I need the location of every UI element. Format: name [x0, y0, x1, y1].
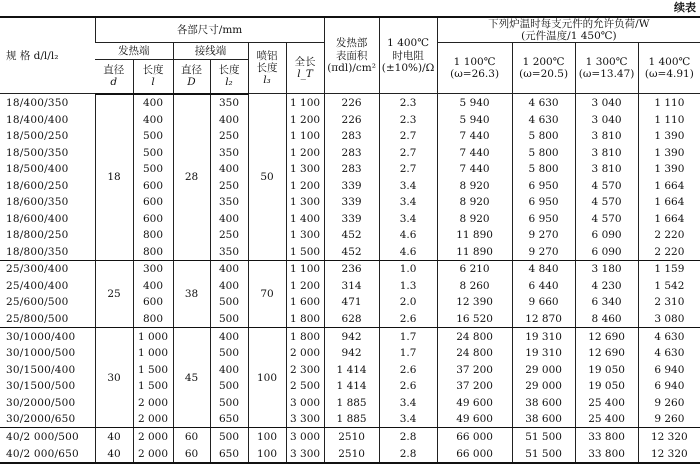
resistance-cell: 2.0 — [379, 294, 437, 311]
load-cell: 8 920 — [437, 194, 512, 211]
load-cell: 6 950 — [512, 194, 575, 211]
spec-cell: 18/600/250 — [6, 179, 69, 192]
total-length-cell: 1 500 — [286, 243, 324, 260]
terminal-length-cell: 650 — [210, 411, 248, 428]
resistance-cell: 2.6 — [379, 311, 437, 328]
spray-al-cell: 100 — [248, 328, 286, 428]
resistance-cell: 4.6 — [379, 243, 437, 260]
load-cell: 38 600 — [512, 411, 575, 428]
terminal-diameter-header: 直径 D — [173, 60, 210, 94]
load-cell: 19 050 — [575, 378, 638, 395]
surface-area-cell: 283 — [324, 144, 379, 161]
heating-diameter-cell: 30 — [95, 328, 133, 428]
load-cell: 19 310 — [512, 345, 575, 362]
total-length-cell: 1 200 — [286, 278, 324, 295]
resistance-cell: 1.0 — [379, 261, 437, 278]
load-cell: 2 220 — [638, 243, 700, 260]
surface-area-cell: 2510 — [324, 428, 379, 445]
spec-cell: 18/800/350 — [0, 243, 95, 260]
terminal-length-cell: 350 — [210, 243, 248, 260]
spec-cell: 18/600/350 — [6, 196, 69, 209]
temp-col-1300: 1 300℃ (ω=13.47) — [575, 43, 638, 94]
total-length-cell: 1 100 — [286, 128, 324, 145]
resistance-header: 1 400℃时电阻 (±10%)/Ω — [379, 17, 437, 94]
load-cell: 33 800 — [575, 428, 638, 445]
heating-length-cell: 400 — [133, 278, 173, 295]
load-cell: 3 080 — [638, 311, 700, 328]
total-length-cell: 1 800 — [286, 311, 324, 328]
load-cell: 2 310 — [638, 294, 700, 311]
table-row — [0, 261, 700, 278]
heating-length-cell: 600 — [133, 177, 173, 194]
load-cell: 6 340 — [575, 294, 638, 311]
spray-al-cell: 100 — [248, 445, 286, 463]
load-cell: 11 890 — [437, 227, 512, 244]
total-length-cell: 1 800 — [286, 328, 324, 345]
load-cell: 66 000 — [437, 428, 512, 445]
load-cell: 7 440 — [437, 144, 512, 161]
terminal-length-cell: 400 — [210, 278, 248, 295]
heating-length-cell: 500 — [133, 144, 173, 161]
surface-area-cell: 236 — [324, 261, 379, 278]
surface-area-cell: 1 414 — [324, 361, 379, 378]
heating-length-cell: 300 — [133, 261, 173, 278]
load-cell: 3 810 — [575, 128, 638, 145]
spec-cell: 30/1000/400 — [6, 330, 76, 343]
spec-cell: 18/500/250 — [6, 130, 69, 143]
resistance-cell: 3.4 — [379, 210, 437, 227]
load-cell: 12 320 — [638, 445, 700, 463]
load-cell: 9 260 — [638, 411, 700, 428]
load-cell: 29 000 — [512, 361, 575, 378]
load-cell: 4 630 — [512, 94, 575, 112]
load-cell: 8 260 — [437, 278, 512, 295]
surface-area-cell: 226 — [324, 94, 379, 112]
resistance-cell: 4.6 — [379, 227, 437, 244]
terminal-length-cell: 500 — [210, 394, 248, 411]
terminal-length-cell: 350 — [210, 94, 248, 112]
resistance-cell: 3.4 — [379, 194, 437, 211]
heating-length-cell: 1 000 — [133, 328, 173, 345]
total-length-cell: 3 000 — [286, 394, 324, 411]
heating-length-cell: 600 — [133, 294, 173, 311]
resistance-cell: 2.3 — [379, 94, 437, 112]
load-cell: 4 630 — [638, 328, 700, 345]
table-header — [0, 17, 700, 94]
total-length-cell: 1 600 — [286, 294, 324, 311]
heating-diameter-cell: 40 — [95, 445, 133, 463]
resistance-cell: 2.7 — [379, 144, 437, 161]
load-cell: 6 950 — [512, 210, 575, 227]
terminal-end-header: 接线端 — [173, 43, 248, 60]
load-cell: 3 810 — [575, 161, 638, 178]
spec-header: 规 格 d/l/l₂ — [0, 17, 95, 94]
terminal-length-cell: 500 — [210, 294, 248, 311]
total-length-cell: 1 300 — [286, 194, 324, 211]
load-cell: 4 840 — [512, 261, 575, 278]
total-length-cell: 2 000 — [286, 345, 324, 362]
load-cell: 11 890 — [437, 243, 512, 260]
heating-diameter-cell: 40 — [95, 428, 133, 445]
load-cell: 4 570 — [575, 194, 638, 211]
surface-area-cell: 942 — [324, 345, 379, 362]
spec-cell: 40/2 000/500 — [6, 430, 79, 443]
heating-length-cell: 2 000 — [133, 445, 173, 463]
heating-length-cell: 2 000 — [133, 428, 173, 445]
spec-cell: 30/1500/400 — [6, 363, 76, 376]
spec-cell: 30/2000/650 — [0, 411, 95, 428]
total-length-cell: 1 100 — [286, 94, 324, 112]
load-cell: 29 000 — [512, 378, 575, 395]
spray-al-cell: 50 — [248, 94, 286, 261]
spec-cell: 30/1500/500 — [6, 380, 76, 393]
load-cell: 7 440 — [437, 161, 512, 178]
load-cell: 1 390 — [638, 161, 700, 178]
total-length-cell: 1 400 — [286, 210, 324, 227]
spec-cell: 18/600/400 — [6, 212, 69, 225]
load-cell: 6 090 — [575, 243, 638, 260]
load-cell: 9 660 — [512, 294, 575, 311]
resistance-cell: 1.3 — [379, 278, 437, 295]
spec-cell: 25/600/500 — [6, 296, 69, 309]
heating-length-cell: 600 — [133, 210, 173, 227]
load-cell: 1 664 — [638, 210, 700, 227]
spray-al-cell: 70 — [248, 261, 286, 328]
load-cell: 1 110 — [638, 94, 700, 112]
total-length-cell: 1 200 — [286, 144, 324, 161]
table-row — [0, 328, 700, 345]
load-cell: 1 390 — [638, 144, 700, 161]
load-cell: 9 270 — [512, 243, 575, 260]
load-cell: 24 800 — [437, 328, 512, 345]
surface-area-cell: 339 — [324, 177, 379, 194]
terminal-diameter-cell: 28 — [173, 94, 210, 261]
surface-area-cell: 942 — [324, 328, 379, 345]
load-cell: 6 440 — [512, 278, 575, 295]
terminal-length-cell: 400 — [210, 111, 248, 128]
load-cell: 12 870 — [512, 311, 575, 328]
load-cell: 6 940 — [638, 361, 700, 378]
load-cell: 51 500 — [512, 445, 575, 463]
spec-cell: 18/400/350 — [6, 96, 69, 109]
load-cell: 16 520 — [437, 311, 512, 328]
temp-col-1200: 1 200℃ (ω=20.5) — [512, 43, 575, 94]
load-cell: 6 090 — [575, 227, 638, 244]
terminal-diameter-cell: 60 — [173, 428, 210, 445]
resistance-cell: 1.7 — [379, 328, 437, 345]
heating-length-cell: 1 500 — [133, 361, 173, 378]
terminal-diameter-cell: 45 — [173, 328, 210, 428]
resistance-cell: 3.4 — [379, 394, 437, 411]
spec-cell: 18/500/350 — [6, 146, 69, 159]
resistance-cell: 1.7 — [379, 345, 437, 362]
surface-area-header: 发热部表面积 (πdl)/cm² — [324, 17, 379, 94]
table-row — [0, 428, 700, 445]
load-cell: 19 050 — [575, 361, 638, 378]
spec-cell: 40/2 000/650 — [0, 445, 95, 463]
load-cell: 1 664 — [638, 194, 700, 211]
terminal-diameter-cell: 38 — [173, 261, 210, 328]
load-cell: 38 600 — [512, 394, 575, 411]
total-length-cell: 1 200 — [286, 111, 324, 128]
surface-area-cell: 1 885 — [324, 394, 379, 411]
resistance-cell: 3.4 — [379, 411, 437, 428]
spec-cell: 25/300/400 — [6, 263, 69, 276]
terminal-length-cell: 500 — [210, 311, 248, 328]
load-cell: 49 600 — [437, 394, 512, 411]
load-group-header: 下列炉温时每支元件的允许负荷/W (元件温度/1 450℃) — [437, 17, 700, 43]
load-cell: 1 542 — [638, 278, 700, 295]
load-cell: 5 800 — [512, 144, 575, 161]
load-cell: 4 630 — [512, 111, 575, 128]
load-cell: 8 920 — [437, 210, 512, 227]
terminal-diameter-cell: 60 — [173, 445, 210, 463]
surface-area-cell: 452 — [324, 243, 379, 260]
heating-length-cell: 400 — [133, 111, 173, 128]
table-row — [0, 445, 700, 463]
resistance-cell: 2.6 — [379, 378, 437, 395]
load-cell: 2 220 — [638, 227, 700, 244]
resistance-cell: 2.6 — [379, 361, 437, 378]
spec-cell: 18/800/250 — [6, 229, 69, 242]
total-length-cell: 2 500 — [286, 378, 324, 395]
heating-diameter-cell: 18 — [95, 94, 133, 261]
spec-cell: 18/400/400 — [6, 113, 69, 126]
load-cell: 37 200 — [437, 361, 512, 378]
heating-length-cell: 600 — [133, 194, 173, 211]
surface-area-cell: 226 — [324, 111, 379, 128]
total-length-cell: 1 100 — [286, 261, 324, 278]
terminal-length-cell: 650 — [210, 445, 248, 463]
total-length-cell: 3 000 — [286, 428, 324, 445]
heating-length-cell: 500 — [133, 128, 173, 145]
temp-col-1100: 1 100℃ (ω=26.3) — [437, 43, 512, 94]
terminal-length-cell: 500 — [210, 428, 248, 445]
heating-length-cell: 400 — [133, 94, 173, 112]
load-cell: 6 950 — [512, 177, 575, 194]
resistance-cell: 2.8 — [379, 445, 437, 463]
continued-label: 续表 — [674, 1, 696, 14]
spec-cell: 25/800/500 — [0, 311, 95, 328]
surface-area-cell: 2510 — [324, 445, 379, 463]
load-cell: 5 800 — [512, 161, 575, 178]
spec-cell: 18/500/400 — [6, 163, 69, 176]
load-cell: 9 260 — [638, 394, 700, 411]
load-cell: 19 310 — [512, 328, 575, 345]
surface-area-cell: 471 — [324, 294, 379, 311]
load-cell: 25 400 — [575, 394, 638, 411]
surface-area-cell: 283 — [324, 128, 379, 145]
load-cell: 3 040 — [575, 94, 638, 112]
terminal-length-cell: 350 — [210, 194, 248, 211]
load-cell: 9 270 — [512, 227, 575, 244]
resistance-cell: 2.7 — [379, 128, 437, 145]
load-cell: 66 000 — [437, 445, 512, 463]
heating-end-header: 发热端 — [95, 43, 173, 60]
terminal-length-cell: 400 — [210, 161, 248, 178]
load-cell: 51 500 — [512, 428, 575, 445]
load-cell: 1 390 — [638, 128, 700, 145]
load-cell: 4 630 — [638, 345, 700, 362]
load-cell: 1 664 — [638, 177, 700, 194]
dims-group-header: 各部尺寸/mm — [95, 17, 324, 43]
load-cell: 7 440 — [437, 128, 512, 145]
load-cell: 8 920 — [437, 177, 512, 194]
resistance-cell: 2.7 — [379, 161, 437, 178]
spray-al-cell: 100 — [248, 428, 286, 445]
terminal-length-cell: 500 — [210, 345, 248, 362]
load-cell: 4 230 — [575, 278, 638, 295]
heating-length-cell: 800 — [133, 243, 173, 260]
terminal-length-cell: 250 — [210, 227, 248, 244]
spec-cell: 30/1000/500 — [6, 347, 76, 360]
surface-area-cell: 452 — [324, 227, 379, 244]
heating-length-cell: 800 — [133, 227, 173, 244]
load-cell: 6 210 — [437, 261, 512, 278]
terminal-length-cell: 400 — [210, 261, 248, 278]
terminal-length-cell: 400 — [210, 210, 248, 227]
total-length-cell: 1 300 — [286, 227, 324, 244]
load-cell: 12 690 — [575, 345, 638, 362]
spec-table — [0, 16, 700, 464]
heating-diameter-cell: 25 — [95, 261, 133, 328]
terminal-length-cell: 400 — [210, 361, 248, 378]
terminal-length-cell: 350 — [210, 144, 248, 161]
load-cell: 12 320 — [638, 428, 700, 445]
load-cell: 4 570 — [575, 177, 638, 194]
load-cell: 5 940 — [437, 111, 512, 128]
surface-area-cell: 1 885 — [324, 411, 379, 428]
total-length-cell: 2 300 — [286, 361, 324, 378]
heating-length-cell: 500 — [133, 161, 173, 178]
surface-area-cell: 339 — [324, 194, 379, 211]
total-length-cell: 3 300 — [286, 445, 324, 463]
total-length-header: 全长 l_T — [286, 43, 324, 94]
load-cell: 49 600 — [437, 411, 512, 428]
total-length-cell: 1 200 — [286, 177, 324, 194]
load-cell: 8 460 — [575, 311, 638, 328]
heating-length-header: 长度 l — [133, 60, 173, 94]
load-cell: 4 570 — [575, 210, 638, 227]
load-cell: 33 800 — [575, 445, 638, 463]
spray-al-header: 喷铝长度 l₃ — [248, 43, 286, 94]
resistance-cell: 3.4 — [379, 177, 437, 194]
load-cell: 12 690 — [575, 328, 638, 345]
terminal-length-cell: 250 — [210, 177, 248, 194]
load-cell: 25 400 — [575, 411, 638, 428]
load-cell: 37 200 — [437, 378, 512, 395]
spec-cell: 30/2000/500 — [6, 396, 76, 409]
total-length-cell: 1 300 — [286, 161, 324, 178]
load-cell: 5 800 — [512, 128, 575, 145]
heating-length-cell: 2 000 — [133, 411, 173, 428]
terminal-length-cell: 250 — [210, 128, 248, 145]
load-cell: 3 810 — [575, 144, 638, 161]
load-cell: 1 110 — [638, 111, 700, 128]
temp-col-1400: 1 400℃ (ω=4.91) — [638, 43, 700, 94]
heating-length-cell: 800 — [133, 311, 173, 328]
table-row — [0, 94, 700, 112]
total-length-cell: 3 300 — [286, 411, 324, 428]
load-cell: 6 940 — [638, 378, 700, 395]
spec-cell: 25/400/400 — [6, 279, 69, 292]
load-cell: 3 180 — [575, 261, 638, 278]
load-cell: 12 390 — [437, 294, 512, 311]
resistance-cell: 2.8 — [379, 428, 437, 445]
surface-area-cell: 628 — [324, 311, 379, 328]
load-cell: 24 800 — [437, 345, 512, 362]
heating-length-cell: 2 000 — [133, 394, 173, 411]
terminal-length-cell: 400 — [210, 328, 248, 345]
surface-area-cell: 283 — [324, 161, 379, 178]
surface-area-cell: 339 — [324, 210, 379, 227]
heating-length-cell: 1 000 — [133, 345, 173, 362]
surface-area-cell: 314 — [324, 278, 379, 295]
table-body — [0, 94, 700, 463]
terminal-length-cell: 500 — [210, 378, 248, 395]
load-cell: 5 940 — [437, 94, 512, 112]
surface-area-cell: 1 414 — [324, 378, 379, 395]
resistance-cell: 2.3 — [379, 111, 437, 128]
load-cell: 1 159 — [638, 261, 700, 278]
terminal-length-header: 长度 l₂ — [210, 60, 248, 94]
load-cell: 3 040 — [575, 111, 638, 128]
heating-length-cell: 1 500 — [133, 378, 173, 395]
heating-diameter-header: 直径 d — [95, 60, 133, 94]
